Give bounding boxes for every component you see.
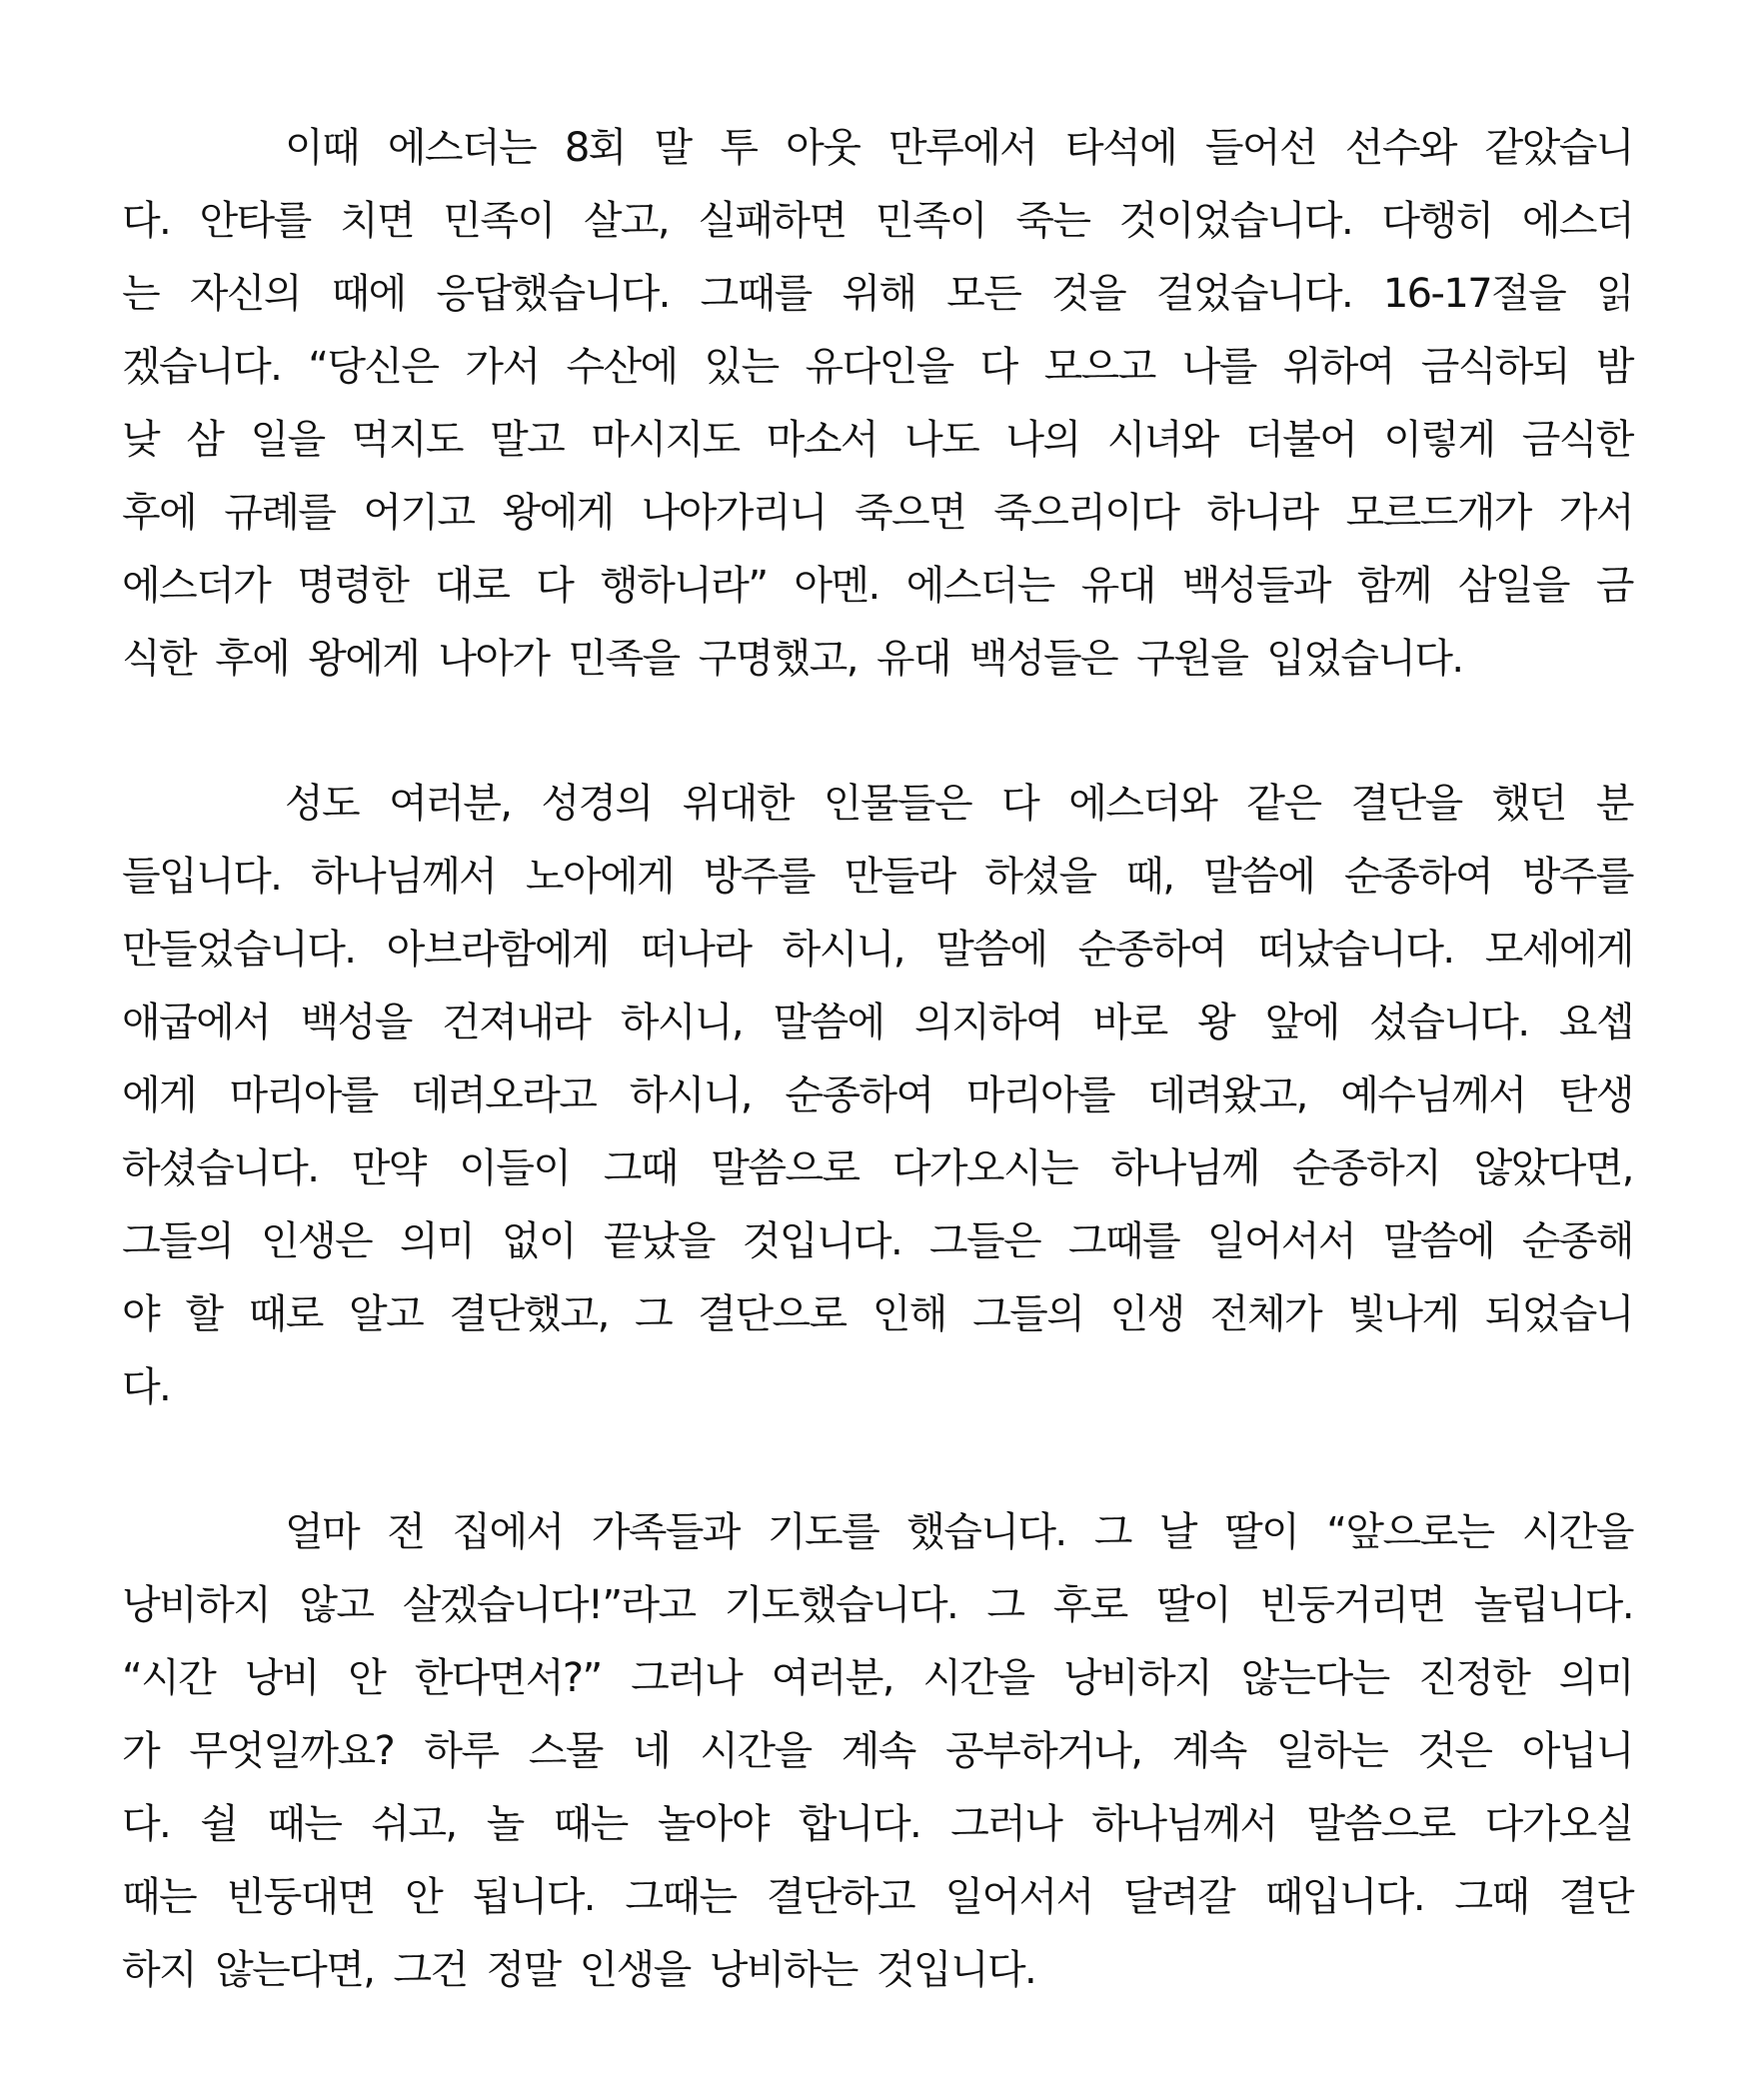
word: 살겠습니다!”라고 — [402, 1582, 696, 1628]
word: 다가오시는 — [891, 1145, 1078, 1191]
word: 의미 — [1558, 1655, 1633, 1701]
word: 야 — [122, 1291, 160, 1337]
word: 달려갈 — [1123, 1874, 1235, 1920]
word: 규례를 — [224, 490, 336, 536]
word: 에스더가 — [122, 563, 271, 609]
word: 때에 — [331, 271, 406, 317]
word: 데려왔고, — [1147, 1072, 1307, 1118]
word: 왕 — [1197, 1000, 1235, 1046]
word: 마리아를 — [229, 1072, 378, 1118]
word: 수산에 — [566, 344, 678, 390]
word: 놀립니다. — [1473, 1582, 1633, 1628]
text-line — [122, 1132, 1633, 1205]
word: 가서 — [1558, 490, 1633, 536]
word: 때는 — [553, 1801, 628, 1847]
word: 섰습니다. — [1369, 1000, 1529, 1046]
word: 결단했고, — [449, 1291, 609, 1337]
word: 실패하면 — [698, 198, 847, 244]
word: 않았다면, — [1473, 1145, 1633, 1191]
word: 들입니다. — [122, 854, 282, 900]
word: 투 — [720, 125, 758, 171]
word: 했던 — [1491, 781, 1566, 827]
text-line — [122, 404, 1633, 477]
word: 있는 — [704, 344, 779, 390]
word: 그때 — [1454, 1874, 1529, 1920]
word: 어기고 — [363, 490, 475, 536]
word: 하시니, — [620, 1000, 744, 1046]
word: 하시니, — [629, 1072, 752, 1118]
word: 결단하고 — [766, 1874, 915, 1920]
word: 알고 — [349, 1291, 424, 1337]
word: 빈둥대면 — [226, 1874, 375, 1920]
word: 말씀에 — [935, 927, 1047, 973]
word: 했습니다. — [906, 1509, 1066, 1555]
word: 나아가리니 — [641, 490, 827, 536]
word: 선수와 — [1344, 125, 1456, 171]
text-line — [122, 550, 1633, 623]
word: 때는 — [267, 1801, 342, 1847]
word: 그 — [1093, 1509, 1131, 1555]
word: 없이 — [501, 1218, 576, 1264]
word: 그러나 — [950, 1801, 1062, 1847]
word: 금 — [1595, 563, 1633, 609]
word: 만들었습니다. — [122, 927, 356, 973]
word: 행하니라” — [600, 563, 768, 609]
word: 나를 — [1181, 344, 1256, 390]
word: 일어서서 — [1206, 1218, 1356, 1264]
word: 말고 — [490, 417, 565, 463]
word: 떠났습니다. — [1257, 927, 1454, 973]
word: 인생 — [1109, 1291, 1184, 1337]
word: 쉴 — [200, 1801, 238, 1847]
word: 됩니다. — [472, 1874, 595, 1920]
word: 하나님께서 — [1091, 1801, 1277, 1847]
word: 왕에게 — [502, 490, 614, 536]
word: 치면 — [339, 198, 415, 244]
text-line — [122, 1496, 1633, 1569]
word: 순종하여 — [1077, 927, 1226, 973]
word: 얼마 — [285, 1509, 360, 1555]
text-line — [122, 1278, 1633, 1351]
word: 이때 — [285, 125, 360, 171]
word: 할 — [185, 1291, 223, 1337]
word: 인해 — [872, 1291, 946, 1337]
word: 백성을 — [300, 1000, 412, 1046]
word: 방주를 — [1521, 854, 1633, 900]
word: 하지 — [122, 1947, 197, 1993]
word: 같은 — [1246, 781, 1321, 827]
word: 그들은 — [928, 1218, 1041, 1264]
word: 죽으면 — [854, 490, 966, 536]
word: “당신은 — [308, 344, 439, 390]
word: 가 — [122, 1728, 160, 1774]
word: 밤 — [1595, 344, 1633, 390]
word: 다 — [536, 563, 574, 609]
word: “앞으로는 — [1326, 1509, 1494, 1555]
word: 하나님께서 — [310, 854, 497, 900]
word: 공부하거나, — [945, 1728, 1142, 1774]
word: 기도를 — [768, 1509, 879, 1555]
word: 타석에 — [1064, 125, 1177, 171]
word: 유대 — [875, 636, 950, 682]
word: 않는다면, — [215, 1947, 375, 1993]
word: 진정한 — [1418, 1655, 1530, 1701]
word: 낭비하지 — [1062, 1655, 1212, 1701]
word: 한다면서?” — [414, 1655, 602, 1701]
word: 그때를 — [700, 271, 812, 317]
word: 때입니다. — [1264, 1874, 1424, 1920]
text-line — [122, 1788, 1633, 1861]
word: 놀 — [486, 1801, 524, 1847]
word: 의미 — [399, 1218, 475, 1264]
word: 위대한 — [682, 781, 794, 827]
word: 하니라 — [1206, 490, 1318, 536]
word: 무엇일까요? — [189, 1728, 395, 1774]
text-line — [122, 477, 1633, 550]
word: 계속 — [1171, 1728, 1246, 1774]
word: 시간을 — [1521, 1509, 1633, 1555]
word: 그들의 — [122, 1218, 234, 1264]
word: 일어서서 — [944, 1874, 1093, 1920]
word: 것은 — [1417, 1728, 1492, 1774]
word: 여러분, — [771, 1655, 893, 1701]
word: 죽으리이다 — [993, 490, 1179, 536]
text-line — [122, 987, 1633, 1059]
word: 민족이 — [874, 198, 986, 244]
word: 인물들은 — [823, 781, 972, 827]
word: 걸었습니다. — [1155, 271, 1353, 317]
word: 시녀와 — [1106, 417, 1218, 463]
word: 응답했습니다. — [436, 271, 670, 317]
word: 백성들과 — [1181, 563, 1330, 609]
text-line — [122, 1351, 1633, 1424]
word: 겠습니다. — [122, 344, 282, 390]
word: 그때는 — [625, 1874, 737, 1920]
word: 이들이 — [459, 1145, 571, 1191]
word: 그때 — [603, 1145, 678, 1191]
text-line — [122, 185, 1633, 258]
word: 인생은 — [260, 1218, 373, 1264]
text-line — [122, 914, 1633, 987]
word: 스물 — [528, 1728, 603, 1774]
word: 모세에게 — [1484, 927, 1633, 973]
paragraph-gap — [122, 1424, 1633, 1496]
word: 읽 — [1595, 271, 1633, 317]
word: 아닙니 — [1521, 1728, 1633, 1774]
word: 다 — [979, 344, 1017, 390]
word: 놀아야 — [657, 1801, 769, 1847]
word: 딸이 — [1224, 1509, 1299, 1555]
word: 딸이 — [1155, 1582, 1231, 1628]
word: 데려오라고 — [411, 1072, 597, 1118]
word: 식한 — [122, 636, 197, 682]
word: 것을 — [1050, 271, 1126, 317]
word: 그 — [986, 1582, 1024, 1628]
word: 집에서 — [452, 1509, 564, 1555]
word: 하셨을 — [984, 854, 1096, 900]
word: 성도 — [285, 781, 360, 827]
word: 만들라 — [844, 854, 955, 900]
paragraph — [122, 768, 1633, 1424]
word: 백성들은 — [968, 636, 1118, 682]
word: 말씀으로 — [1306, 1801, 1455, 1847]
word: 결단 — [1558, 1874, 1633, 1920]
word: 함께 — [1356, 563, 1431, 609]
text-line — [122, 623, 1633, 696]
word: 대로 — [435, 563, 510, 609]
word: 만루에서 — [888, 125, 1037, 171]
word: 하루 — [424, 1728, 499, 1774]
word: 합니다. — [798, 1801, 921, 1847]
word: 금식하되 — [1420, 344, 1569, 390]
text-line — [122, 331, 1633, 404]
word: 아멘. — [794, 563, 879, 609]
word: 그건 — [393, 1947, 468, 1993]
word: 이렇게 — [1383, 417, 1495, 463]
word: 되었습니 — [1484, 1291, 1633, 1337]
word: 다행히 — [1381, 198, 1493, 244]
word: 안 — [405, 1874, 443, 1920]
text-line — [122, 1861, 1633, 1934]
word: 요셉 — [1558, 1000, 1633, 1046]
text-line — [122, 1205, 1633, 1278]
word: 아브라함에게 — [386, 927, 609, 973]
word: 때로 — [248, 1291, 323, 1337]
word: 앞에 — [1264, 1000, 1339, 1046]
word: 성경의 — [541, 781, 653, 827]
word: 하나님께 — [1110, 1145, 1259, 1191]
word: 위해 — [842, 271, 916, 317]
word: 분 — [1595, 781, 1633, 827]
word: 나도 — [904, 417, 979, 463]
word: 빛나게 — [1347, 1291, 1459, 1337]
document-page — [122, 112, 1633, 2007]
word: 탄생 — [1558, 1072, 1633, 1118]
word: 하셨습니다. — [122, 1145, 319, 1191]
word: 건져내라 — [442, 1000, 591, 1046]
word: 순종해 — [1521, 1218, 1633, 1264]
word: 마소서 — [766, 417, 877, 463]
word: 구명했고, — [698, 636, 858, 682]
word: 다. — [122, 1364, 171, 1410]
word: 모으고 — [1043, 344, 1155, 390]
word: 말씀에 — [773, 1000, 884, 1046]
word: 결단을 — [1350, 781, 1462, 827]
word: 자신의 — [189, 271, 301, 317]
word: 안 — [348, 1655, 386, 1701]
word: 다 — [1001, 781, 1039, 827]
word: 낭비하지 — [122, 1582, 271, 1628]
word: 위하여 — [1282, 344, 1394, 390]
paragraph — [122, 1496, 1633, 2007]
word: 유다인을 — [805, 344, 953, 390]
word: 왕에게 — [308, 636, 420, 682]
text-line — [122, 258, 1633, 331]
word: 다가오실 — [1484, 1801, 1633, 1847]
word: 후로 — [1052, 1582, 1127, 1628]
word: 낭비 — [244, 1655, 319, 1701]
word: 전 — [387, 1509, 425, 1555]
word: 구원을 — [1136, 636, 1248, 682]
word: 쉬고, — [371, 1801, 457, 1847]
word: 다. — [122, 198, 171, 244]
word: 예수님께서 — [1340, 1072, 1526, 1118]
document-body — [122, 112, 1633, 2007]
word: 순종하여 — [785, 1072, 933, 1118]
word: 끝났을 — [603, 1218, 715, 1264]
word: 에스더 — [1521, 198, 1633, 244]
word: 나의 — [1005, 417, 1080, 463]
word: 마시지도 — [591, 417, 740, 463]
word: 민족을 — [568, 636, 680, 682]
word: 일하는 — [1276, 1728, 1388, 1774]
word: 결단으로 — [698, 1291, 847, 1337]
word: 말 — [654, 125, 692, 171]
word: 여러분, — [389, 781, 512, 827]
word: 빈둥거리면 — [1259, 1582, 1445, 1628]
word: 삼일을 — [1457, 563, 1569, 609]
word: 낮 — [122, 417, 160, 463]
word: 계속 — [841, 1728, 915, 1774]
word: 먹지도 — [351, 417, 463, 463]
word: 마리아를 — [965, 1072, 1115, 1118]
word: 입었습니다. — [1266, 636, 1463, 682]
word: 것입니다. — [742, 1218, 902, 1264]
word: 그들의 — [972, 1291, 1084, 1337]
word: 떠나라 — [640, 927, 752, 973]
word: 것이었습니다. — [1118, 198, 1353, 244]
word: 만약 — [351, 1145, 426, 1191]
word: 다. — [122, 1801, 171, 1847]
word: 가족들과 — [591, 1509, 740, 1555]
word: 의지하여 — [914, 1000, 1063, 1046]
word: 것입니다. — [875, 1947, 1036, 1993]
word: 순종하지 — [1292, 1145, 1441, 1191]
word: 같았습니 — [1484, 125, 1633, 171]
word: 때는 — [122, 1874, 197, 1920]
word: 바로 — [1092, 1000, 1167, 1046]
paragraph — [122, 112, 1633, 696]
word: 유대 — [1080, 563, 1155, 609]
word: 노아에게 — [525, 854, 675, 900]
word: 그러나 — [631, 1655, 743, 1701]
word: 날 — [1158, 1509, 1196, 1555]
word: 말씀에 — [1382, 1218, 1494, 1264]
word: 그때를 — [1067, 1218, 1179, 1264]
word: 죽는 — [1015, 198, 1090, 244]
word: 않고 — [299, 1582, 374, 1628]
word: “시간 — [122, 1655, 216, 1701]
text-line — [122, 112, 1633, 185]
word: 그 — [634, 1291, 673, 1337]
word: 말씀에 — [1203, 854, 1315, 900]
word: 들어선 — [1204, 125, 1317, 171]
word: 명령한 — [297, 563, 409, 609]
word: 기도했습니다. — [724, 1582, 958, 1628]
word: 시간을 — [700, 1728, 812, 1774]
word: 정말 — [486, 1947, 561, 1993]
word: 말씀으로 — [711, 1145, 860, 1191]
word: 살고, — [583, 198, 670, 244]
word: 인생을 — [579, 1947, 691, 1993]
word: 네 — [633, 1728, 671, 1774]
word: 16-17절을 — [1382, 271, 1566, 317]
word: 전체가 — [1209, 1291, 1322, 1337]
word: 모든 — [946, 271, 1021, 317]
word: 가서 — [465, 344, 540, 390]
text-line — [122, 841, 1633, 914]
text-line — [122, 1059, 1633, 1132]
word: 민족이 — [443, 198, 555, 244]
word: 방주를 — [703, 854, 815, 900]
text-line — [122, 1934, 1633, 2007]
text-line — [122, 1715, 1633, 1788]
word: 나아가 — [438, 636, 550, 682]
word: 더불어 — [1245, 417, 1357, 463]
word: 삼 — [186, 417, 224, 463]
word: 는 — [122, 271, 160, 317]
word: 애굽에서 — [122, 1000, 271, 1046]
word: 않는다는 — [1240, 1655, 1389, 1701]
word: 에게 — [122, 1072, 197, 1118]
text-line — [122, 1642, 1633, 1715]
word: 후에 — [215, 636, 290, 682]
word: 에스더는 — [387, 125, 537, 171]
word: 순종하여 — [1343, 854, 1493, 900]
word: 시간을 — [922, 1655, 1034, 1701]
word: 아웃 — [786, 125, 861, 171]
word: 에스더는 — [905, 563, 1054, 609]
word: 낭비하는 — [709, 1947, 858, 1993]
text-line — [122, 1569, 1633, 1642]
word: 후에 — [122, 490, 197, 536]
paragraph-gap — [122, 696, 1633, 768]
word: 에스더와 — [1068, 781, 1217, 827]
word: 때, — [1125, 854, 1174, 900]
word: 모르드개가 — [1345, 490, 1531, 536]
text-line — [122, 768, 1633, 841]
word: 일을 — [250, 417, 325, 463]
word: 금식한 — [1521, 417, 1633, 463]
word: 안타를 — [199, 198, 311, 244]
word: 하시니, — [782, 927, 904, 973]
word: 8회 — [564, 125, 626, 171]
